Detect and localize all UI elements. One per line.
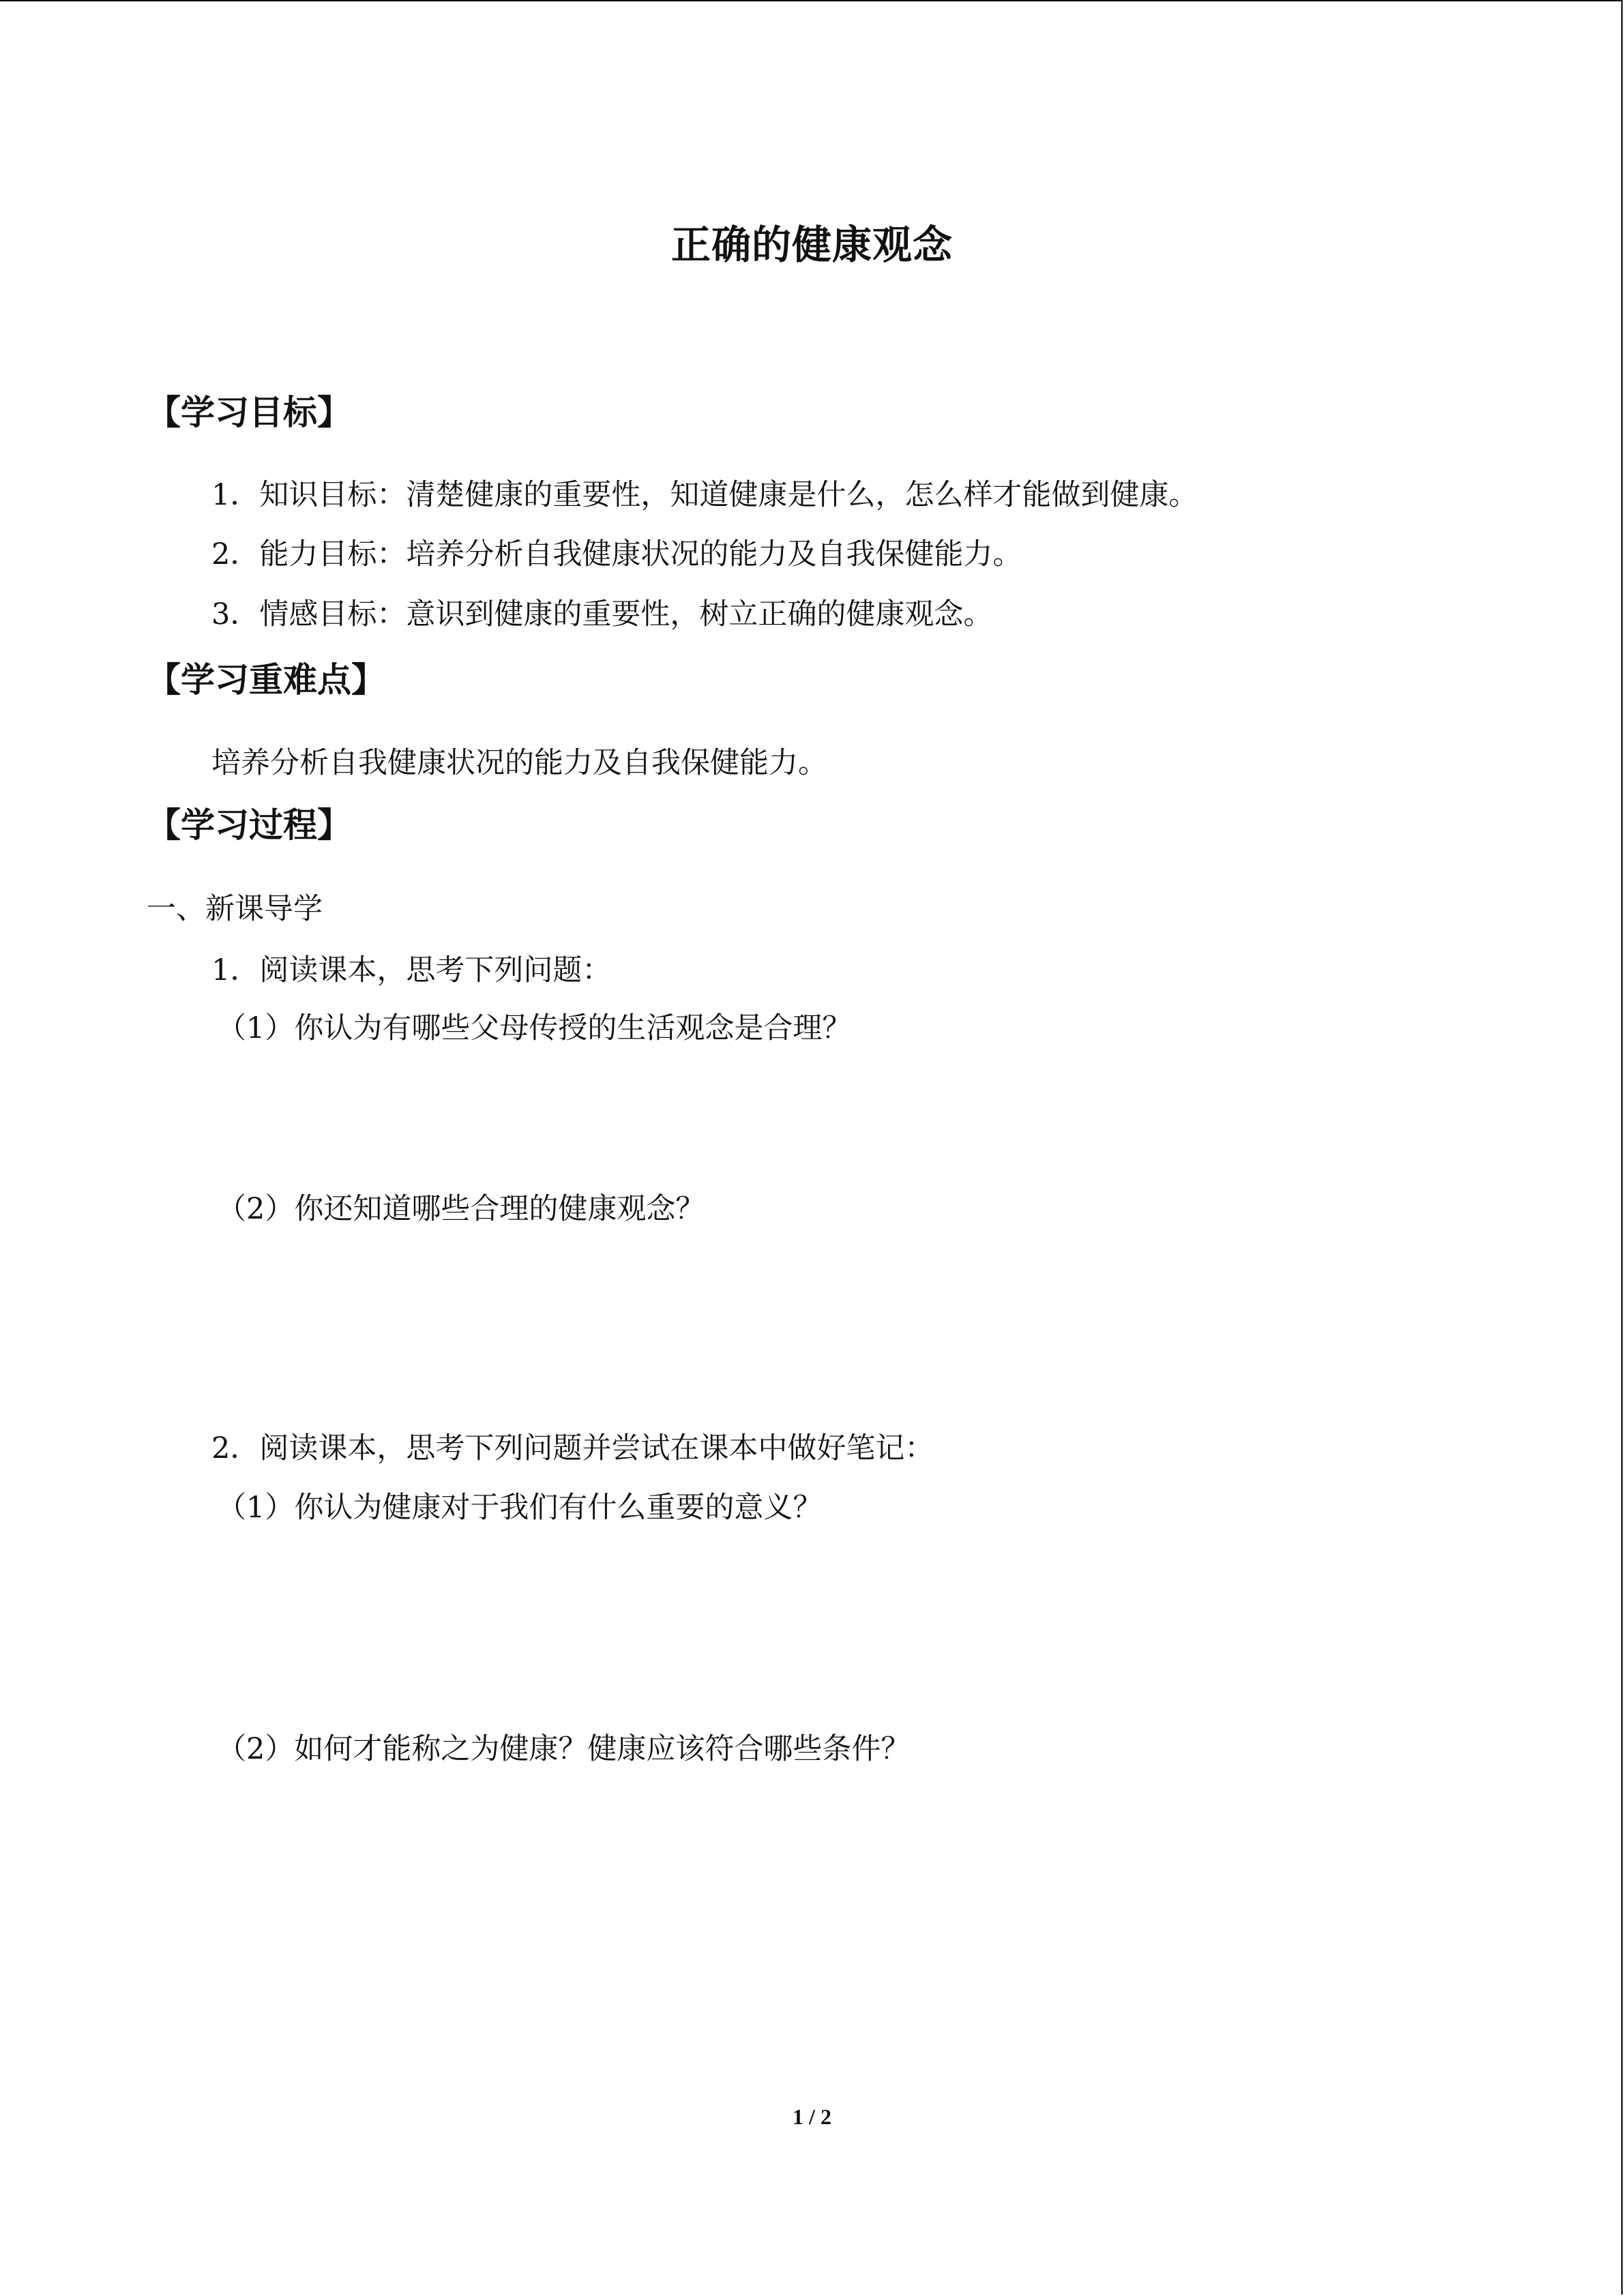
objective-item-2: 2．能力目标：培养分析自我健康状况的能力及自我保健能力。 [211,537,1022,571]
part1-title: 一、新课导学 [147,892,323,926]
objective-item-1: 1．知识目标：清楚健康的重要性，知道健康是什么，怎么样才能做到健康。 [211,478,1198,512]
heading-objectives: 【学习目标】 [147,393,351,432]
document-title: 正确的健康观念 [670,222,953,268]
heading-process: 【学习过程】 [147,805,351,845]
objective-item-3: 3．情感目标：意识到健康的重要性，树立正确的健康观念。 [211,597,993,631]
question-2a: （1）你认为健康对于我们有什么重要的意义？ [217,1491,823,1525]
question-1-intro: 1．阅读课本，思考下列问题： [211,953,612,987]
key-points-text: 培养分析自我健康状况的能力及自我保健能力。 [211,746,827,780]
question-1b: （2）你还知道哪些合理的健康观念？ [217,1192,705,1226]
question-2-intro: 2．阅读课本，思考下列问题并尝试在课本中做好笔记： [211,1431,934,1465]
question-1a: （1）你认为有哪些父母传授的生活观念是合理？ [217,1011,852,1045]
heading-key-points: 【学习重难点】 [147,660,385,700]
question-2b: （2）如何才能称之为健康？健康应该符合哪些条件？ [217,1732,911,1766]
page-number: 1 / 2 [793,2104,831,2129]
